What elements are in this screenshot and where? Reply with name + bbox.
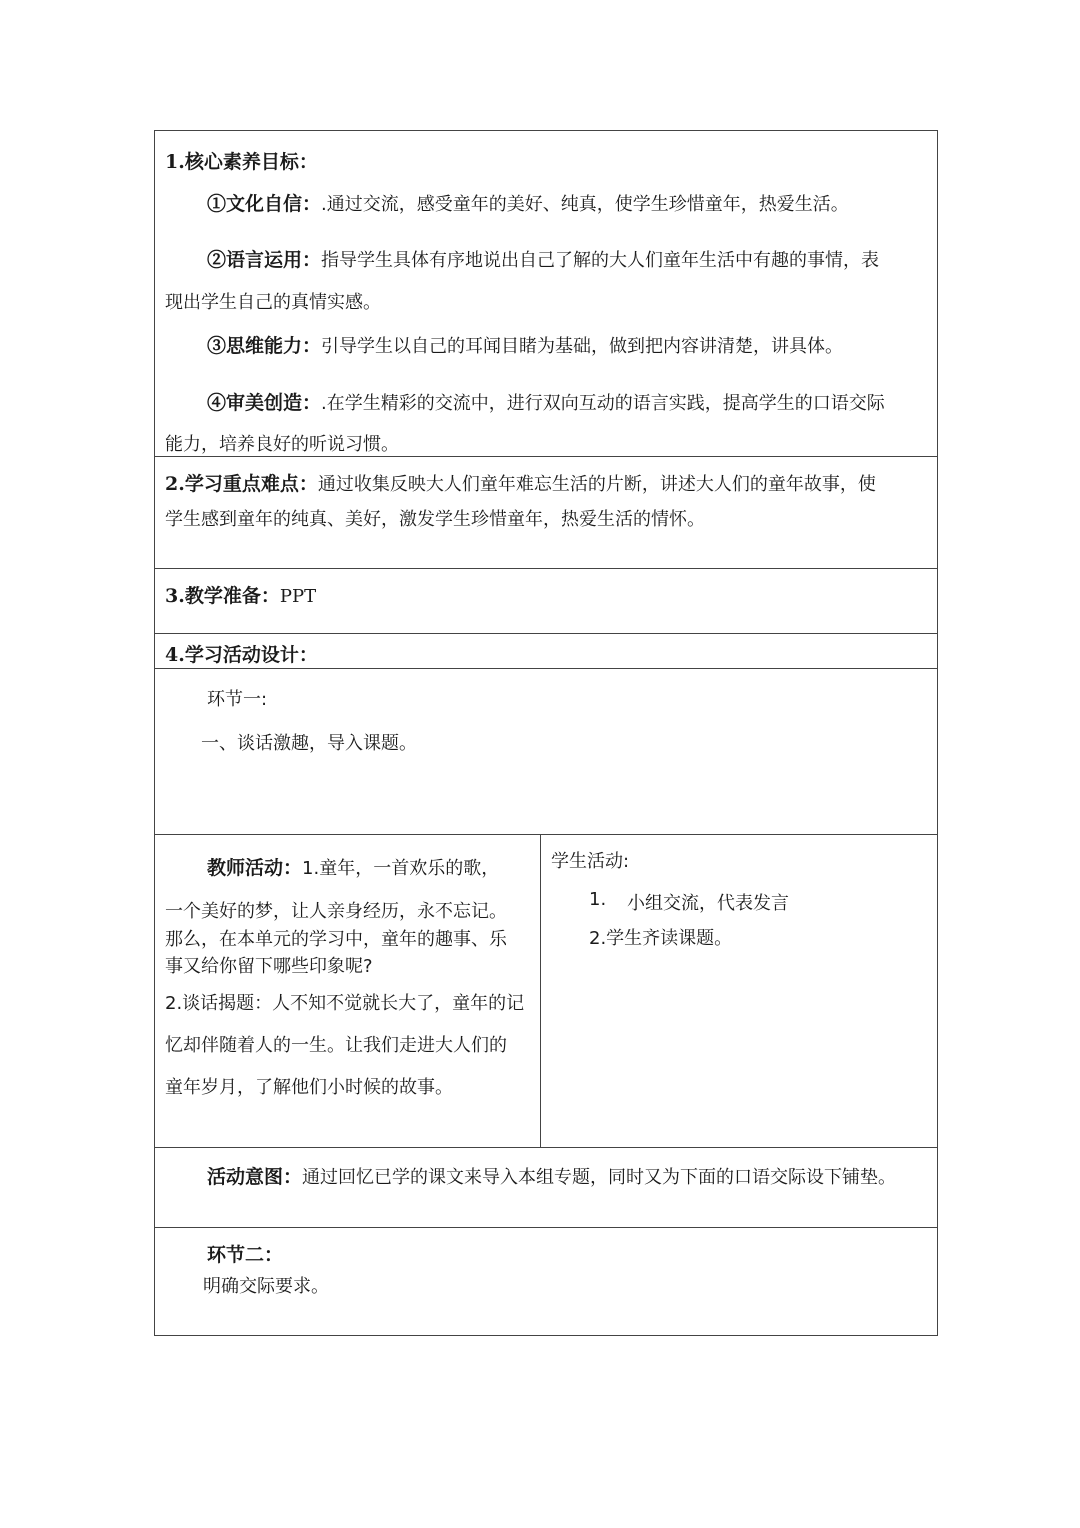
student-item-1-text: 小组交流，代表发言 bbox=[627, 893, 789, 914]
student-activity-label: 学生活动: bbox=[551, 851, 630, 872]
intent-text: 活动意图：通过回忆已学的课文来导入本组专题，同时又为下面的口语交际设下铺垫。 bbox=[207, 1166, 897, 1188]
student-item-1-number: 1. bbox=[589, 889, 607, 910]
stage-one-title: 环节一: bbox=[207, 689, 268, 710]
student-item-2: 2.学生齐读课题。 bbox=[589, 928, 733, 949]
key-points-line2: 学生感到童年的纯真、美好，激发学生珍惜童年，热爱生活的情怀。 bbox=[165, 509, 705, 530]
preparation-row bbox=[155, 569, 937, 634]
stage-one-content: 一、谈话激趣，导入课题。 bbox=[201, 733, 417, 754]
column-divider bbox=[540, 835, 541, 1147]
teacher-line-3: 那么，在本单元的学习中，童年的趣事、乐 bbox=[165, 929, 507, 950]
stage-two-title: 环节二： bbox=[207, 1244, 284, 1266]
key-points-line1: 2.学习重点难点：通过收集反映大人们童年难忘生活的片断，讲述大人们的童年故事，使 bbox=[165, 473, 876, 495]
preparation-text: 3.教学准备：PPT bbox=[165, 585, 317, 607]
activity-design-heading: 4.学习活动设计： bbox=[165, 644, 318, 666]
stage-two-content: 明确交际要求。 bbox=[203, 1276, 329, 1297]
lesson-plan-table bbox=[154, 130, 938, 1336]
activities-row bbox=[155, 835, 937, 1148]
teacher-line-4: 事又给你留下哪些印象呢? bbox=[165, 956, 373, 977]
teacher-line-2: 一个美好的梦，让人亲身经历，永不忘记。 bbox=[165, 901, 507, 922]
goal-culture: ①文化自信：.通过交流，感受童年的美好、纯真，使学生珍惜童年，热爱生活。 bbox=[207, 193, 849, 215]
intent-row bbox=[155, 1148, 937, 1228]
teacher-line-6: 忆却伴随着人的一生。让我们走进大人们的 bbox=[165, 1035, 507, 1056]
goals-heading: 1.核心素养目标： bbox=[165, 151, 318, 173]
goal-thinking: ③思维能力：引导学生以自己的耳闻目睹为基础，做到把内容讲清楚，讲具体。 bbox=[207, 335, 844, 357]
stage-two-row bbox=[155, 1228, 937, 1335]
teacher-line-7: 童年岁月，了解他们小时候的故事。 bbox=[165, 1077, 453, 1098]
key-points-row bbox=[155, 457, 937, 569]
goal-aesthetic: ④审美创造：.在学生精彩的交流中，进行双向互动的语言实践，提高学生的口语交际 bbox=[207, 392, 885, 414]
teacher-line-5: 2.谈话揭题：人不知不觉就长大了，童年的记 bbox=[165, 993, 525, 1014]
stage-one-row bbox=[155, 669, 937, 835]
goal-language-cont: 现出学生自己的真情实感。 bbox=[165, 292, 381, 313]
goals-row bbox=[155, 131, 937, 457]
teacher-line-1: 教师活动：1.童年，一首欢乐的歌， bbox=[207, 857, 500, 879]
activity-design-row bbox=[155, 634, 937, 669]
goal-aesthetic-cont: 能力，培养良好的听说习惯。 bbox=[165, 434, 399, 455]
goal-language: ②语言运用：指导学生具体有序地说出自己了解的大人们童年生活中有趣的事情，表 bbox=[207, 249, 880, 271]
